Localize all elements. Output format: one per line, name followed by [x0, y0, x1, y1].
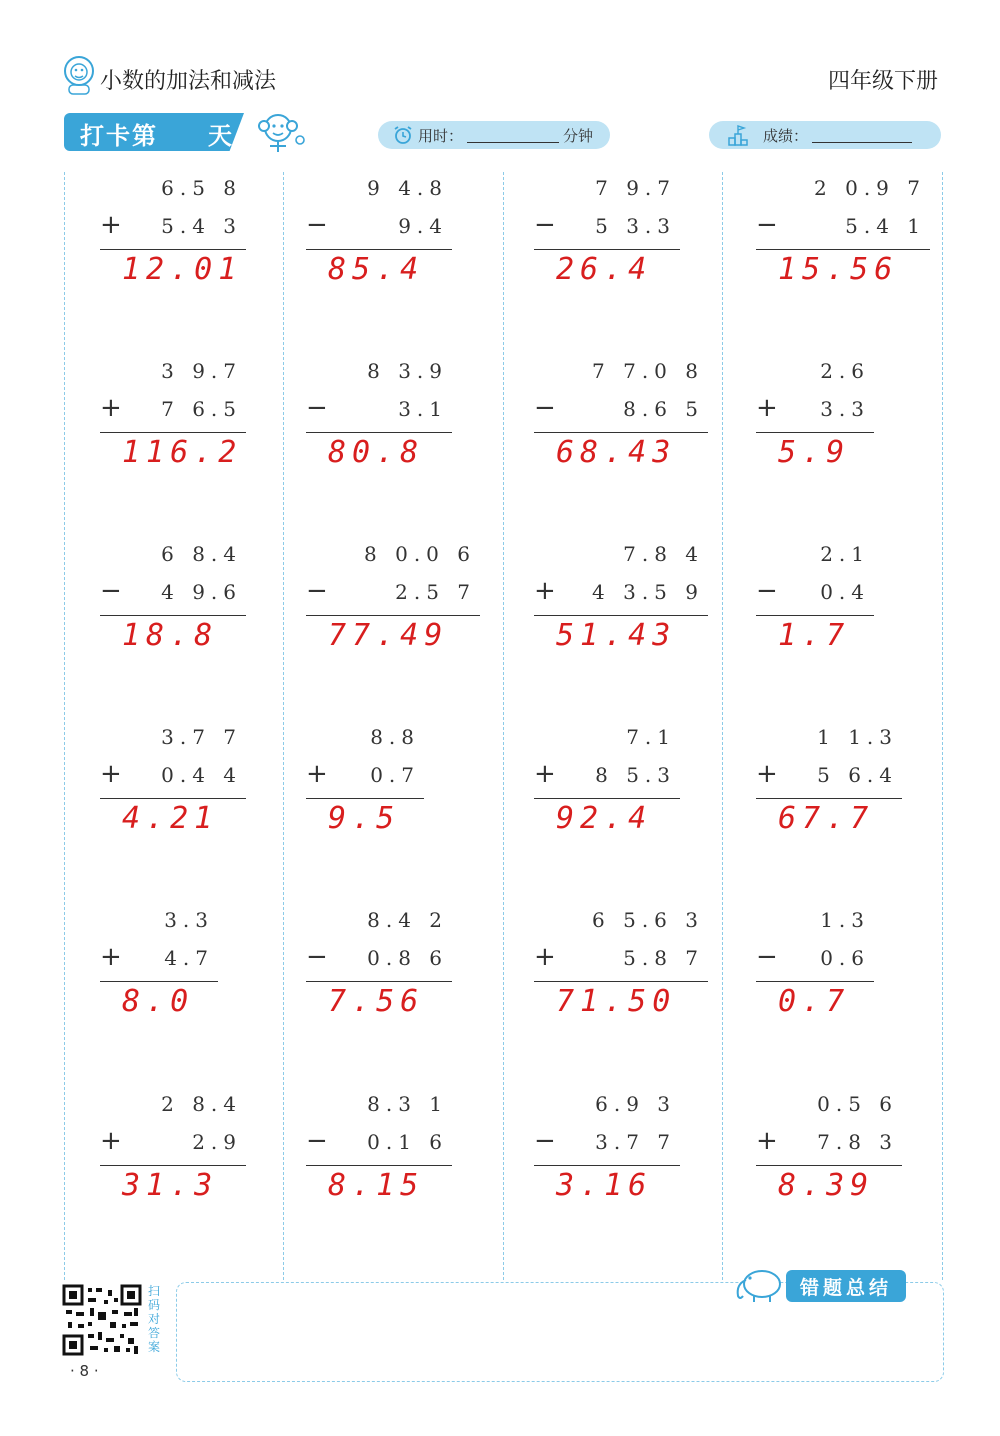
problem-bottom-operand: 3.1 [398, 397, 448, 421]
problem-rule-line [534, 249, 680, 250]
problem-answer[interactable]: 0.7 [778, 984, 851, 1019]
problem-bottom-operand: 0.4 4 [161, 763, 242, 787]
problem-rule-line [534, 798, 680, 799]
problem-rule-line [756, 615, 874, 616]
problem-top-operand: 8 3.9 [367, 359, 448, 383]
problem-operator: + [534, 759, 556, 789]
column-divider [283, 172, 284, 1280]
page-title: 小数的加法和减法 [100, 69, 277, 94]
problem-top-operand: 7 7.0 8 [592, 359, 704, 383]
problem-top-operand: 7.8 4 [623, 542, 704, 566]
problem-operator: − [756, 210, 778, 240]
problem-answer[interactable]: 1.7 [778, 618, 851, 653]
problem-rule-line [306, 615, 480, 616]
problem-item [100, 908, 214, 1058]
problem-operator: + [100, 1126, 122, 1156]
problem-bottom-operand: 8 5.3 [595, 763, 676, 787]
problem-bottom-operand: 0.1 6 [367, 1130, 448, 1154]
problem-operator: − [534, 1126, 556, 1156]
problem-bottom-operand: 8.6 5 [623, 397, 704, 421]
problem-item [100, 359, 242, 509]
problem-top-operand: 7.1 [626, 725, 676, 749]
problem-rule-line [100, 798, 246, 799]
problem-top-operand: 8.3 1 [367, 1092, 448, 1116]
mistake-summary-label: 错题总结 [786, 1270, 906, 1302]
problem-operator: − [756, 576, 778, 606]
problem-rule-line [756, 432, 874, 433]
problem-answer[interactable]: 8.0 [122, 984, 195, 1019]
problem-bottom-operand: 5 3.3 [595, 214, 676, 238]
problem-operator: − [306, 210, 328, 240]
problem-bottom-operand: 2.5 7 [395, 580, 476, 604]
problem-answer[interactable]: 3.16 [556, 1168, 653, 1203]
podium-flag-icon [727, 124, 751, 146]
time-pill [378, 121, 610, 149]
problem-bottom-operand: 0.8 6 [367, 946, 448, 970]
problem-bottom-operand: 3.7 7 [595, 1130, 676, 1154]
problem-answer[interactable]: 5.9 [778, 435, 851, 470]
elephant-icon [730, 1262, 786, 1304]
problem-rule-line [306, 798, 424, 799]
problem-answer[interactable]: 8.15 [328, 1168, 425, 1203]
time-unit: 分钟 [563, 126, 594, 145]
problem-rule-line [100, 249, 246, 250]
problem-rule-line [534, 1165, 680, 1166]
page-number: · 8 · [70, 1362, 99, 1380]
problem-top-operand: 1 1.3 [817, 725, 898, 749]
problem-bottom-operand: 5.4 3 [161, 214, 242, 238]
problem-top-operand: 6 5.6 3 [592, 908, 704, 932]
problem-top-operand: 6.5 8 [161, 176, 242, 200]
problem-item [756, 176, 926, 326]
problem-answer[interactable]: 31.3 [122, 1168, 219, 1203]
problem-rule-line [306, 981, 452, 982]
grade-label: 四年级下册 [827, 69, 938, 94]
problem-top-operand: 0.5 6 [817, 1092, 898, 1116]
time-input[interactable] [467, 128, 559, 143]
lion-logo-icon [60, 54, 98, 96]
problem-item [306, 908, 448, 1058]
problem-operator: + [306, 759, 328, 789]
problem-item [534, 542, 704, 692]
problem-rule-line [100, 432, 246, 433]
problem-item [756, 359, 870, 509]
problem-item [100, 725, 242, 875]
monkey-icon [256, 108, 308, 156]
problem-item [534, 1092, 676, 1242]
problem-bottom-operand: 2.9 [192, 1130, 242, 1154]
problem-answer[interactable]: 85.4 [328, 252, 425, 287]
problem-top-operand: 2.6 [820, 359, 870, 383]
problem-bottom-operand: 0.7 [370, 763, 420, 787]
column-divider [503, 172, 504, 1280]
problem-bottom-operand: 7.8 3 [817, 1130, 898, 1154]
problem-top-operand: 2.1 [820, 542, 870, 566]
problem-rule-line [534, 432, 708, 433]
problem-answer[interactable]: 26.4 [556, 252, 653, 287]
problem-bottom-operand: 0.4 [820, 580, 870, 604]
problem-operator: + [756, 759, 778, 789]
checkin-day-unit: 天 [208, 122, 232, 150]
problem-rule-line [100, 1165, 246, 1166]
problem-bottom-operand: 5.8 7 [623, 946, 704, 970]
problem-item [306, 1092, 448, 1242]
problem-answer[interactable]: 80.8 [328, 435, 425, 470]
problem-item [100, 542, 242, 692]
alarm-clock-icon [392, 124, 414, 146]
problem-bottom-operand: 7 6.5 [161, 397, 242, 421]
problem-top-operand: 3.7 7 [161, 725, 242, 749]
problem-operator: + [100, 393, 122, 423]
problem-answer[interactable]: 68.43 [556, 435, 677, 470]
problem-rule-line [756, 981, 874, 982]
problem-answer[interactable]: 77.49 [328, 618, 449, 653]
problem-rule-line [100, 981, 218, 982]
problem-operator: + [756, 1126, 778, 1156]
problem-rule-line [306, 249, 452, 250]
problem-top-operand: 9 4.8 [367, 176, 448, 200]
problem-answer[interactable]: 8.39 [778, 1168, 875, 1203]
problem-bottom-operand: 3.3 [820, 397, 870, 421]
problem-item [756, 725, 898, 875]
problem-rule-line [534, 615, 708, 616]
problem-top-operand: 2 0.9 7 [814, 176, 926, 200]
problem-item [756, 908, 870, 1058]
problem-bottom-operand: 4.7 [164, 946, 214, 970]
column-divider [942, 172, 943, 1280]
problem-answer[interactable]: 51.43 [556, 618, 677, 653]
problem-top-operand: 3 9.7 [161, 359, 242, 383]
problem-operator: − [306, 1126, 328, 1156]
problem-item [534, 725, 676, 875]
problem-item [756, 1092, 898, 1242]
problem-answer[interactable]: 67.7 [778, 801, 875, 836]
problem-operator: + [100, 210, 122, 240]
problem-rule-line [756, 1165, 902, 1166]
problem-operator: − [534, 393, 556, 423]
problem-rule-line [100, 615, 246, 616]
qr-code-icon[interactable] [62, 1284, 142, 1356]
problem-bottom-operand: 0.6 [820, 946, 870, 970]
qr-caption: 扫码对答案 [148, 1284, 161, 1354]
problem-answer[interactable]: 4.21 [122, 801, 219, 836]
problem-bottom-operand: 5 6.4 [817, 763, 898, 787]
problem-top-operand: 2 8.4 [161, 1092, 242, 1116]
problem-operator: − [306, 576, 328, 606]
problem-item [534, 359, 704, 509]
score-input[interactable] [812, 128, 912, 143]
problem-item [306, 725, 420, 875]
problem-operator: − [756, 942, 778, 972]
problem-operator: + [100, 759, 122, 789]
problem-operator: − [534, 210, 556, 240]
problem-rule-line [306, 432, 452, 433]
problem-top-operand: 8 0.0 6 [364, 542, 476, 566]
problem-answer[interactable]: 18.8 [122, 618, 219, 653]
score-label: 成绩： [763, 126, 809, 145]
problem-item [756, 542, 870, 692]
problem-item [534, 176, 676, 326]
problem-top-operand: 6 8.4 [161, 542, 242, 566]
column-divider [722, 172, 723, 1280]
problem-item [306, 176, 448, 326]
problem-operator: + [534, 576, 556, 606]
problem-operator: − [306, 393, 328, 423]
problem-answer[interactable]: 92.4 [556, 801, 653, 836]
problem-top-operand: 7 9.7 [595, 176, 676, 200]
problem-rule-line [756, 798, 902, 799]
problem-item [306, 359, 448, 509]
problem-top-operand: 1.3 [820, 908, 870, 932]
problem-rule-line [534, 981, 708, 982]
problem-top-operand: 8.8 [370, 725, 420, 749]
problem-answer[interactable]: 15.56 [778, 252, 899, 287]
problem-operator: − [306, 942, 328, 972]
problem-item [100, 176, 242, 326]
checkin-label: 打卡第 [80, 122, 158, 150]
problem-item [534, 908, 704, 1058]
problem-answer[interactable]: 9.5 [328, 801, 401, 836]
score-pill [709, 121, 941, 149]
problem-top-operand: 6.9 3 [595, 1092, 676, 1116]
problem-bottom-operand: 5.4 1 [845, 214, 926, 238]
problem-answer[interactable]: 12.01 [122, 252, 243, 287]
problem-item [306, 542, 476, 692]
problem-bottom-operand: 4 3.5 9 [592, 580, 704, 604]
column-divider [64, 172, 65, 1280]
problem-rule-line [756, 249, 930, 250]
problem-bottom-operand: 9.4 [398, 214, 448, 238]
problem-operator: − [100, 576, 122, 606]
problem-item [100, 1092, 242, 1242]
problem-answer[interactable]: 116.2 [122, 435, 243, 470]
problem-operator: + [100, 942, 122, 972]
problem-answer[interactable]: 7.56 [328, 984, 425, 1019]
problem-operator: + [534, 942, 556, 972]
problem-operator: + [756, 393, 778, 423]
problem-bottom-operand: 4 9.6 [161, 580, 242, 604]
time-label: 用时： [418, 126, 464, 145]
problem-rule-line [306, 1165, 452, 1166]
problem-top-operand: 8.4 2 [367, 908, 448, 932]
problem-answer[interactable]: 71.50 [556, 984, 677, 1019]
problem-top-operand: 3.3 [164, 908, 214, 932]
